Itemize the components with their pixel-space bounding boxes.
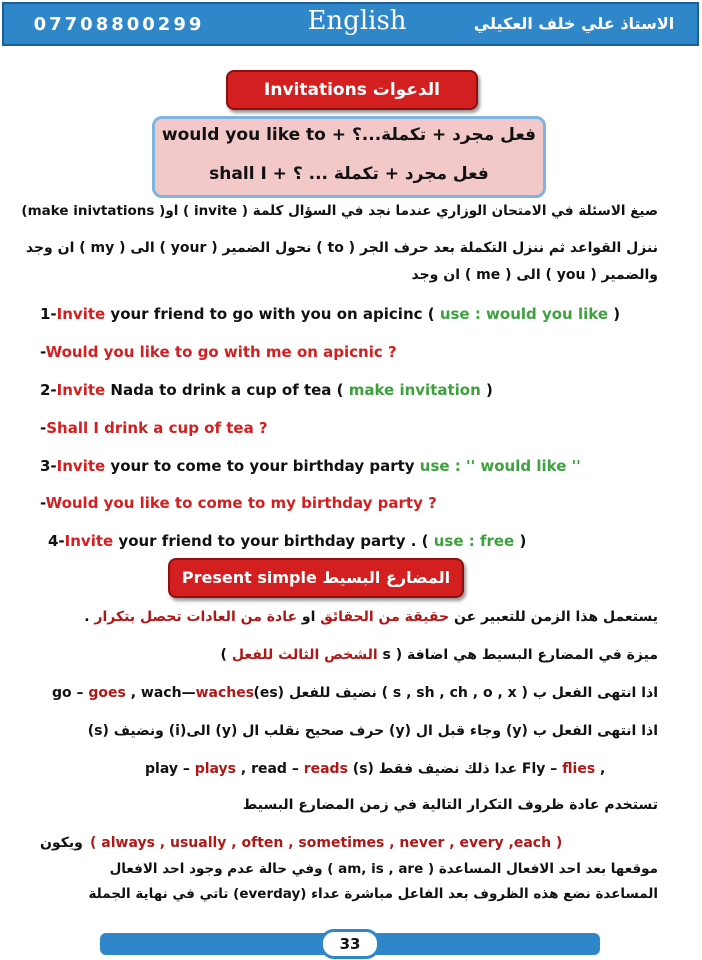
example-4 [48, 532, 666, 550]
ps-line-1 [40, 609, 658, 625]
example-1-number: 1- [40, 305, 57, 323]
ps-line-1-fact: حقيقة من الحقائق [320, 609, 450, 625]
example-3-verb: Invite [56, 457, 106, 475]
example-go: go – [52, 685, 89, 701]
ps-line-5-rule: عدا ذلك نضيف فقط (s) [347, 761, 522, 777]
example-reads: reads [303, 761, 348, 777]
ps-line-8: موقعها بعد احد الافعال المساعدة ( am, is , are ) وفي حالة عدم وجود احد الافعال [109, 861, 658, 877]
answer-1-text: Would you like to go with me on apicnic ? [45, 343, 397, 361]
answer-2-text: Shall I drink a cup of tea ? [46, 419, 268, 437]
example-2 [40, 381, 658, 399]
ps-line-1-habit: عادة من العادات تحصل بتكرار [94, 609, 298, 625]
ps-line-2-end: ) [220, 647, 232, 663]
example-1-text: your friend to go with you on apicinc [105, 305, 428, 323]
answer-3 [40, 494, 658, 512]
answer-3-text: Would you like to come to my birthday party ? [45, 494, 437, 512]
ps-line-2-a: ميزة في المضارع البسيط هي اضافة ( s [377, 647, 658, 663]
example-3-hint: use : '' would like '' [419, 457, 581, 475]
pattern-box [152, 116, 546, 198]
invitations-heading [226, 70, 478, 110]
example-2-text: Nada to drink a cup of tea [105, 381, 337, 399]
frequency-adverbs: ( always , usually , often , sometimes , never , every ,each ) [90, 835, 563, 851]
example-3-number: 3- [40, 457, 57, 475]
example-1-verb: Invite [56, 305, 106, 323]
phone-number: 07708800299 [33, 14, 205, 35]
ps-line-3-rule: اذا انتهى الفعل ب ( s , sh , ch , o , x ) نضيف للفعل (es) [253, 685, 658, 701]
example-2-verb: Invite [56, 381, 106, 399]
pattern-would-you-like: would you like to + فعل مجرد + تكملة...؟ [161, 125, 537, 145]
example-play: play – [145, 761, 195, 777]
rule-intro-text: صيغ الاسئلة في الامتحان الوزاري عندما نجد في السؤال كلمة ( invite ) او( make inivtations) [21, 203, 658, 219]
example-comma: , [595, 761, 606, 777]
example-flies: flies [562, 761, 596, 777]
rule-intro [21, 203, 658, 219]
ps-line-3-examples [52, 685, 254, 701]
example-1-paren-open: ( [427, 305, 440, 323]
present-simple-heading [168, 558, 464, 598]
ps-line-2 [40, 647, 658, 663]
example-2-hint: make invitation [348, 381, 481, 399]
example-4-number: 4- [48, 532, 65, 550]
ps-line-7-ar: ويكون [40, 835, 83, 851]
answer-2 [40, 419, 658, 437]
example-goes: goes [88, 685, 126, 701]
example-4-text: your friend to your birthday party . [113, 532, 422, 550]
ps-line-5 [145, 761, 606, 777]
example-plays: plays [194, 761, 237, 777]
example-2-paren-close: ) [480, 381, 493, 399]
ps-line-2-third-person: الشخص الثالث للفعل [231, 647, 378, 663]
example-read: , read – [236, 761, 304, 777]
example-4-paren-open: ( [421, 532, 434, 550]
subject-title: English [307, 6, 407, 36]
example-fly: Fly – [521, 761, 563, 777]
answer-1 [40, 343, 658, 361]
ps-line-1-a: يستعمل هذا الزمن للتعبير عن [449, 609, 658, 625]
ps-line-1-or: او [297, 609, 321, 625]
pattern-shall-i: shall I + فعل مجرد + تكملة ... ؟ [209, 164, 489, 184]
example-1-hint: use : would you like [439, 305, 608, 323]
rule-line-1: ننزل القواعد ثم ننزل التكملة بعد حرف الجر ( to ) نحول الضمير ( your ) الى ( my ) ان وجد [25, 240, 658, 256]
example-1-paren-close: ) [608, 305, 621, 323]
example-3-text: your to come to your birthday party [105, 457, 420, 475]
example-waches: waches [195, 685, 255, 701]
example-4-paren-close: ) [514, 532, 527, 550]
ps-line-4: اذا انتهى الفعل ب (y) وجاء قبل ال (y) حرف صحيح نقلب ال (y) الى(i) ونضيف (s) [87, 723, 658, 739]
teacher-name: الاستاذ علي خلف العكيلي [473, 14, 675, 33]
rule-line-2: والضمير ( you ) الى ( me ) ان وجد [411, 267, 658, 283]
example-wach: , wach— [125, 685, 196, 701]
example-2-paren-open: ( [336, 381, 349, 399]
example-1 [40, 305, 658, 323]
example-2-number: 2- [40, 381, 57, 399]
answer-2-dash: - [40, 419, 47, 437]
example-4-verb: Invite [64, 532, 114, 550]
page-header [2, 2, 699, 46]
page-number: 33 [320, 929, 380, 959]
example-4-hint: use : free [433, 532, 515, 550]
example-3 [40, 457, 658, 475]
ps-line-1-end: . [84, 609, 95, 625]
invitations-heading-text: Invitations الدعوات [264, 80, 440, 100]
answer-1-dash: - [40, 343, 46, 361]
ps-line-9: المساعدة نضع هذه الظروف بعد الفاعل مباشرة عداء (everday) تاتي في نهاية الجملة [88, 886, 658, 902]
ps-line-6: تستخدم عادة ظروف التكرار التالية في زمن المضارع البسيط [242, 797, 658, 813]
answer-3-dash: - [40, 494, 46, 512]
present-simple-heading-text: Present simple المضارع البسيط [181, 568, 451, 587]
